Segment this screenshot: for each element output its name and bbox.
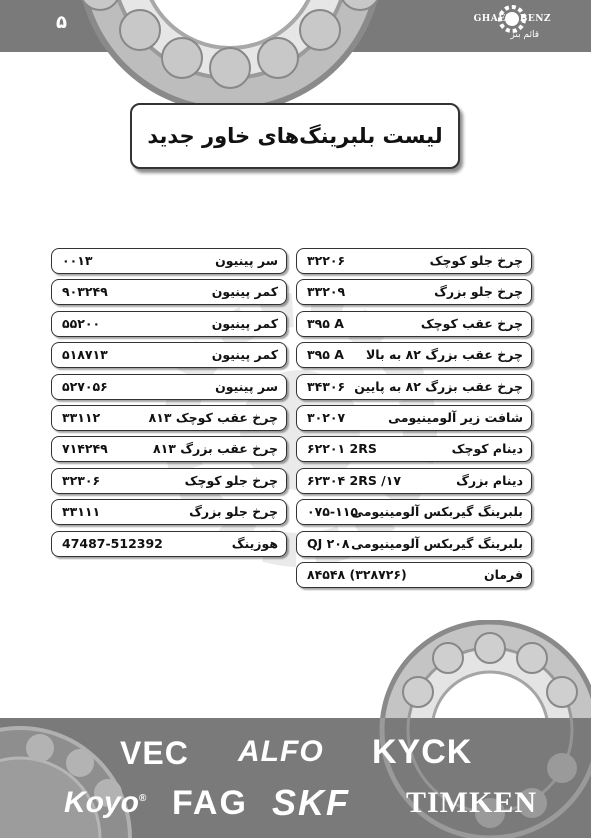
brand-vec-logo: VEC xyxy=(120,735,189,771)
list-item xyxy=(296,436,532,462)
list-item xyxy=(51,531,287,557)
logo-text-en: GHAEM BENZ xyxy=(473,14,551,24)
bearing-decoration-top xyxy=(70,0,390,110)
bearing-list-left xyxy=(51,248,287,562)
part-code: ۶۲۲۰۱ 2RS xyxy=(307,441,377,457)
part-code: ۷۱۴۲۴۹ xyxy=(62,441,108,457)
part-name: دینام بزرگ xyxy=(456,472,523,488)
part-code: ۳۰۲۰۷ xyxy=(307,409,346,425)
part-name: سر پینیون xyxy=(215,378,278,394)
part-code: QJ ۲۰۸ xyxy=(307,535,350,551)
part-name: بلبرینگ گیربکس آلومینیومی xyxy=(351,504,523,520)
part-name: کمر پینیون xyxy=(211,347,278,363)
brand-koyo-text: Koyo xyxy=(64,786,139,819)
list-item xyxy=(51,374,287,400)
page-number: ۵ xyxy=(56,12,67,33)
list-item xyxy=(296,311,532,337)
list-item xyxy=(296,468,532,494)
brand-skf-logo: SKF xyxy=(272,782,350,823)
part-code: ۵۵۲۰۰ xyxy=(62,315,101,331)
part-name: فرمان xyxy=(483,566,523,582)
part-name: چرخ عقب بزرگ ۸۲ به پایین xyxy=(354,378,523,394)
list-item xyxy=(51,468,287,494)
page-title-box xyxy=(130,103,460,169)
list-item xyxy=(51,405,287,431)
part-code: ۳۹۵ A xyxy=(307,315,344,331)
part-name: چرخ عقب کوچک xyxy=(420,315,523,331)
bearing-list-right xyxy=(296,248,532,593)
logo-text-fa: قائم بنز xyxy=(510,30,539,40)
registered-mark: ® xyxy=(139,793,147,804)
part-name: چرخ عقب بزرگ ۸۱۳ xyxy=(153,441,278,457)
brand-logo xyxy=(441,6,551,50)
part-name: چرخ جلو کوچک xyxy=(184,472,278,488)
part-code: ۸۴۵۴۸ (۳۲۸۷۲۶) xyxy=(307,566,407,582)
part-code: ۳۲۲۰۶ xyxy=(307,253,346,268)
part-code: ۶۲۳۰۴ 2RS /۱۷ xyxy=(307,472,402,488)
list-item xyxy=(51,311,287,337)
part-code: ۳۴۳۰۶ xyxy=(307,378,346,394)
part-code: ۳۳۱۱۱ xyxy=(62,504,101,520)
list-item xyxy=(296,562,532,588)
part-name: کمر پینیون xyxy=(211,315,278,331)
part-name: چرخ عقب کوچک ۸۱۳ xyxy=(148,409,278,425)
list-item xyxy=(51,248,287,274)
list-item xyxy=(296,531,532,557)
part-name: چرخ جلو کوچک xyxy=(429,253,523,268)
part-code: ۳۳۱۱۲ xyxy=(62,409,101,425)
part-code: ۵۱۸۷۱۳ xyxy=(62,347,108,363)
list-item xyxy=(296,248,532,274)
brand-alfo-logo: ALFO xyxy=(238,735,324,768)
part-code: ۰۷۵-۱۱۵ xyxy=(307,504,358,520)
part-name: سر پینیون xyxy=(215,253,278,268)
list-item xyxy=(51,499,287,525)
part-name: کمر پینیون xyxy=(211,284,278,300)
part-code: ۵۲۷۰۵۶ xyxy=(62,378,108,394)
list-item xyxy=(296,499,532,525)
list-item xyxy=(296,374,532,400)
list-item xyxy=(296,279,532,305)
brand-kyck-logo: KYCK xyxy=(372,733,473,771)
brand-timken-logo: TIMKEN xyxy=(406,786,538,819)
part-name: دینام کوچک xyxy=(451,441,523,457)
part-code: ۰۰۱۳ xyxy=(62,253,93,268)
part-code: ۹۰۳۲۴۹ xyxy=(62,284,108,300)
part-name: چرخ عقب بزرگ ۸۲ به بالا xyxy=(365,347,523,363)
part-name: شافت زیر آلومینیومی xyxy=(388,409,523,425)
part-name: بلبرینگ گیربکس آلومینیومی xyxy=(351,535,523,551)
list-item xyxy=(296,405,532,431)
brand-koyo-logo xyxy=(64,786,146,820)
part-name: چرخ جلو بزرگ xyxy=(189,504,278,520)
part-code: ۳۳۲۰۹ xyxy=(307,284,346,300)
list-item xyxy=(51,279,287,305)
list-item xyxy=(51,436,287,462)
part-name: چرخ جلو بزرگ xyxy=(434,284,523,300)
list-item xyxy=(296,342,532,368)
page-title: لیست بلبرینگ‌های خاور جدید xyxy=(147,124,443,148)
part-code: 47487-512392 xyxy=(62,535,163,551)
part-code: ۳۲۳۰۶ xyxy=(62,472,101,488)
list-item xyxy=(51,342,287,368)
part-name: هوزینگ xyxy=(231,535,278,551)
brand-fag-logo: FAG xyxy=(172,784,248,822)
part-code: ۳۹۵ A xyxy=(307,347,344,363)
